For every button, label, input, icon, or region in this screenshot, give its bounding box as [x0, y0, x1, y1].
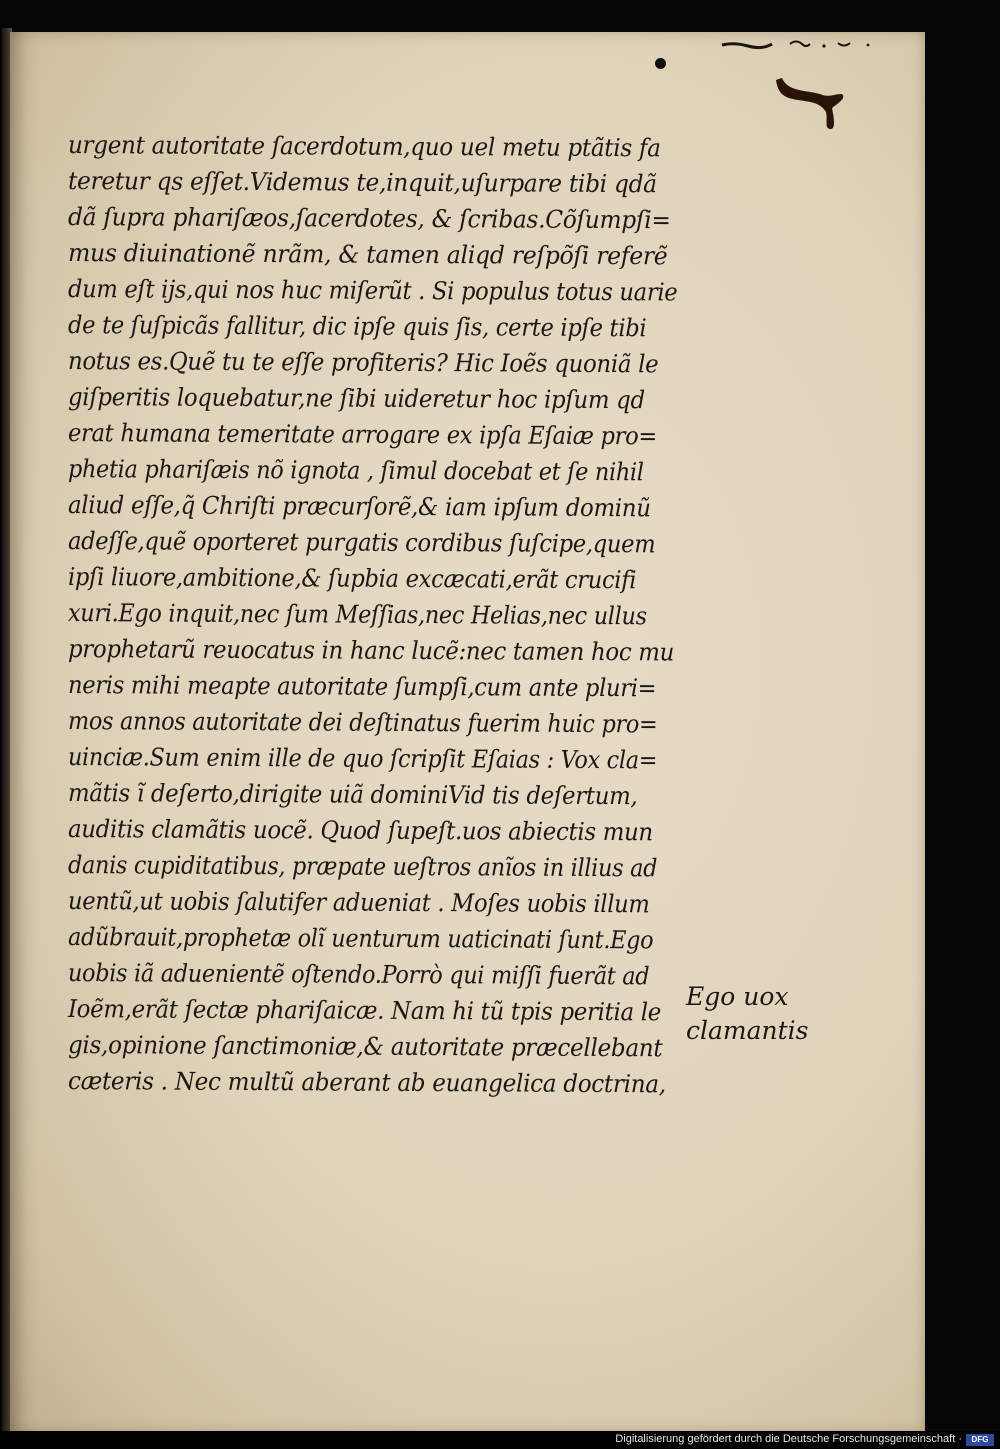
- text-line: mos annos autoritate dei deſtinatus fuerim huic pro=: [67, 706, 658, 739]
- text-line: xuri.Ego inquit,nec ſum Meſſias,nec Helias,nec ullus: [67, 598, 647, 631]
- text-line: urgent autoritate ſacerdotum,quo uel metu ptãtis fa: [67, 130, 661, 163]
- text-line: neris mihi meapte autoritate ſumpſi,cum ante pluri=: [67, 670, 657, 703]
- ink-marks: [720, 38, 880, 52]
- text-line: uobis iã aduenientẽ oſtendo.Porrò qui miſſi fuerãt ad: [67, 958, 650, 991]
- funding-credit: Digitalisierung gefördert durch die Deutsche Forschungsgemeinschaft ·: [615, 1433, 962, 1445]
- text-line: giſperitis loquebatur,ne ſibi uideretur hoc ipſum qd: [67, 382, 645, 415]
- ink-blot: [770, 72, 850, 132]
- ink-dot: [655, 58, 666, 69]
- text-line: teretur qs eſſet.Videmus te,inquit,uſurpare tibi qdã: [67, 166, 657, 199]
- text-line: auditis clamãtis uocẽ. Quod ſupeſt.uos abiectis mun: [67, 814, 653, 847]
- marginal-note-line: clamantis: [686, 1016, 809, 1045]
- dfg-logo: DFG: [966, 1434, 994, 1446]
- text-line: Ioẽm,erãt ſectæ phariſaicæ. Nam hi tũ tpis peritia le: [67, 994, 662, 1027]
- text-line: notus es.Quẽ tu te eſſe profiteris? Hic Ioẽs quoniã le: [67, 346, 659, 379]
- text-line: gis,opinione ſanctimoniæ,& autoritate præcellebant: [67, 1030, 663, 1063]
- text-line: uentũ,ut uobis ſalutifer adueniat . Moſes uobis illum: [67, 886, 650, 919]
- text-line: dã ſupra phariſæos,ſacerdotes, & ſcribas.Cõſumpſi=: [67, 202, 671, 235]
- text-line: erat humana temeritate arrogare ex ipſa Eſaiæ pro=: [67, 418, 658, 451]
- text-line: mus diuinationẽ nrãm, & tamen aliqd reſpõſi referẽ: [67, 238, 668, 271]
- text-line: cæteris . Nec multũ aberant ab euangelica doctrina,: [67, 1066, 666, 1099]
- text-line: adeſſe,quẽ oporteret purgatis cordibus ſuſcipe,quem: [67, 526, 656, 559]
- text-line: ipſi liuore,ambitione,& ſupbia excæcati,erãt crucifi: [67, 562, 637, 595]
- text-line: uinciæ.Sum enim ille de quo ſcripſit Eſaias : Vox cla=: [67, 742, 658, 775]
- scan-background: [925, 0, 1000, 1449]
- text-line: phetia phariſæis nõ ignota , ſimul docebat et ſe nihil: [67, 454, 644, 487]
- footer-bar: [0, 1431, 1000, 1449]
- text-line: de te ſuſpicãs fallitur, dic ipſe quis ſis, certe ipſe tibi: [67, 310, 647, 343]
- text-line: danis cupiditatibus, præpate ueſtros anĩos in illius ad: [67, 850, 658, 883]
- text-line: dum eſt ijs,qui nos huc miſerũt . Si populus totus uarie: [67, 274, 678, 307]
- text-line: aliud eſſe,q̃ Chriſti præcurſorẽ,& iam ipſum dominũ: [67, 490, 651, 523]
- marginal-note-line: Ego uox: [686, 982, 789, 1011]
- text-line: adũbrauit,prophetæ olĩ uenturum uaticinati ſunt.Ego: [67, 922, 654, 955]
- text-line: mãtis ĩ deſerto,dirigite uiã dominiVid tis deſertum,: [67, 778, 638, 811]
- text-line: prophetarũ reuocatus in hanc lucẽ:nec tamen hoc mu: [67, 634, 675, 667]
